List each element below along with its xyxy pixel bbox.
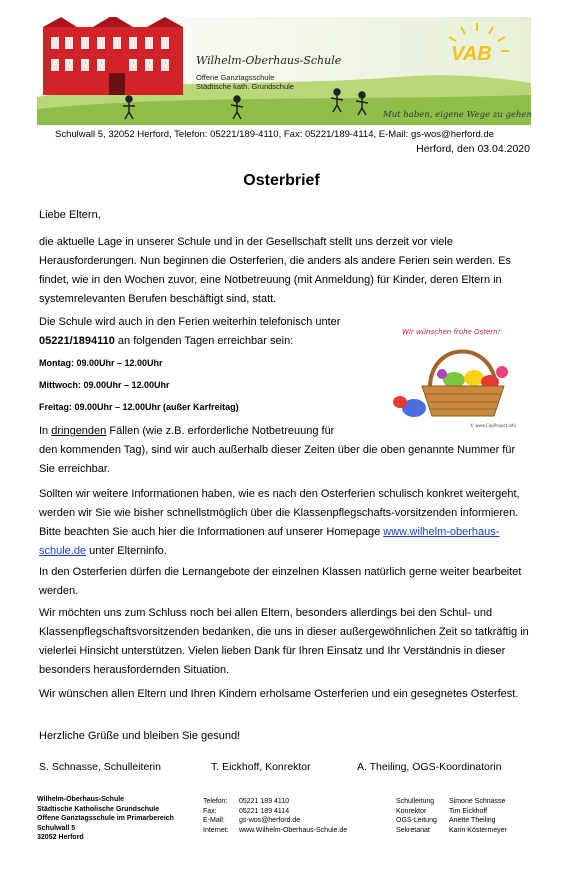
footer-label: Internet: — [203, 826, 229, 834]
closing-line: Herzliche Grüße und bleiben Sie gesund! — [39, 730, 241, 742]
footer-label: Fax: — [203, 807, 217, 815]
paragraph-phone — [39, 313, 379, 351]
signature-vice-principal: T. Eickhoff, Konrektor — [211, 761, 311, 773]
footer-school-info — [37, 795, 174, 843]
school-subtitle-type: Städtische kath. Grundschule — [196, 82, 294, 91]
footer-line: Schulwall 5 — [37, 824, 76, 832]
homepage-link[interactable]: www.wilhelm-oberhaus-schule.de — [39, 526, 500, 557]
footer-line: Städtische Katholische Grundschule — [37, 805, 160, 813]
letter-date: Herford, den 03.04.2020 — [416, 143, 530, 155]
vab-logo-text: VAB — [451, 43, 492, 65]
phone-days-text: an folgenden Tagen erreichbar sein: — [114, 335, 294, 347]
greeting: Liebe Eltern, — [39, 209, 101, 221]
info-text: Sollten wir weitere Informationen haben, wie es nach den Osterferien schulisch konkret weitergeht, werden wir Sie wie bisher schnellstmöglich über die Klassenpflegschafts-vorsitzenden informieren. Bitte beachten Sie auch hier die Informationen auf unserer Homepage — [39, 488, 520, 538]
paragraph-intro: die aktuelle Lage in unserer Schule und in der Gesellschaft stellt uns derzeit vor viele Herausforderungen. Nun beginnen die Osterferien, die anders als andere Ferien sein werden. Es findet, wie in den Wochen zuvor, eine Notbetreuung (mit Anmeldung) für Kinder, deren Eltern in systemrelevanten Berufen beschäftigt sind, statt. — [39, 236, 512, 305]
footer-line: 32052 Herford — [37, 834, 84, 841]
footer-label: Telefon: — [203, 798, 228, 805]
footer-name: Anette Theiling — [449, 817, 496, 824]
school-subtitle-ogs: Offene Ganztagsschule — [196, 73, 275, 82]
footer-value: gs-wos@herford.de — [239, 817, 301, 824]
footer-value: 05221 189 4114 — [239, 807, 290, 815]
paragraph-urgent — [39, 422, 529, 479]
footer-contact-labels — [203, 797, 229, 835]
urgent-word: dringenden — [51, 425, 107, 437]
easter-greeting-caption: Wir wünschen frohe Ostern! — [402, 328, 501, 336]
signature-ogs-coordinator: A. Theiling, OGS-Koordinatorin — [357, 761, 502, 773]
footer-value: www.Wilhelm-Oberhaus-Schule.de — [239, 826, 348, 834]
clipart-credit: © www.ClipProject.info — [470, 423, 517, 428]
time-monday: Montag: 09.00Uhr – 12.00Uhr — [39, 358, 163, 368]
urgent-intro: In — [39, 425, 52, 437]
footer-role: Konrektor — [396, 807, 427, 815]
school-phone-number: 05221/1894110 — [39, 335, 115, 347]
footer-staff-names — [449, 797, 507, 835]
letterhead-banner — [37, 17, 531, 125]
footer-name: Karin Köstermeyer — [449, 826, 507, 834]
footer-name: Tim Eickhoff — [449, 807, 488, 815]
footer-role: Schulleitung — [396, 798, 435, 805]
phone-intro-text: Die Schule wird auch in den Ferien weiterhin telefonisch unter — [39, 316, 341, 328]
paragraph-info — [39, 485, 529, 561]
footer-role: Sekretariat — [396, 826, 430, 834]
letter-title: Osterbrief — [243, 172, 320, 189]
footer-contact-values — [239, 797, 347, 835]
school-address-line: Schulwall 5, 32052 Herford, Telefon: 05221/189-4110, Fax: 05221/189-4114, E-Mail: gs-wos@herford.de — [55, 129, 494, 140]
school-slogan: Mut haben, eigene Wege zu gehen — [383, 110, 532, 120]
paragraph-thanks: Wir möchten uns zum Schluss noch bei allen Eltern, besonders allerdings bei den Schul- und Klassenpflegschaftsvorsitzenden bedanken, die uns in dieser außergewöhnlichen Zeit so tatkräftig in vielerlei Hinsicht unterstützen. Vielen lieben Dank für Ihren Einsatz und Ihr Verständnis in dieser besonders herausfordernden Situation. — [39, 607, 529, 676]
urgent-text-2: den kommenden Tag), sind wir auch außerhalb dieser Zeiten über die oben genannte Nummer für Sie erreichbar. — [39, 444, 516, 475]
time-wednesday: Mittwoch: 09.00Uhr – 12.00Uhr — [39, 380, 170, 390]
footer-role: OGS-Leitung — [396, 817, 437, 824]
signature-principal: S. Schnasse, Schulleiterin — [39, 761, 161, 773]
easter-basket-image — [392, 320, 532, 430]
footer-line: Wilhelm-Oberhaus-Schule — [37, 796, 125, 803]
school-building-illustration — [37, 17, 531, 125]
time-friday: Freitag: 09.00Uhr – 12.00Uhr (außer Karfreitag) — [39, 402, 239, 412]
school-name: Wilhelm-Oberhaus-Schule — [196, 54, 342, 67]
footer-label: E-Mail: — [203, 817, 225, 824]
info-end: unter Elterninfo. — [86, 545, 167, 557]
footer-line: Offene Ganztagsschule im Primarbereich — [37, 815, 174, 822]
urgent-text-1: Fällen (wie z.B. erforderliche Notbetreuung für — [106, 425, 335, 437]
footer-staff-roles — [396, 797, 437, 835]
footer-name: Simone Schnasse — [449, 798, 506, 805]
paragraph-wishes: Wir wünschen allen Eltern und Ihren Kindern erholsame Osterferien und ein gesegnetes Osterfest. — [39, 688, 519, 700]
footer-value: 05221 189 4110 — [239, 798, 290, 805]
paragraph-learning: In den Osterferien dürfen die Lernangebote der einzelnen Klassen natürlich gerne weiter bearbeitet werden. — [39, 566, 522, 597]
